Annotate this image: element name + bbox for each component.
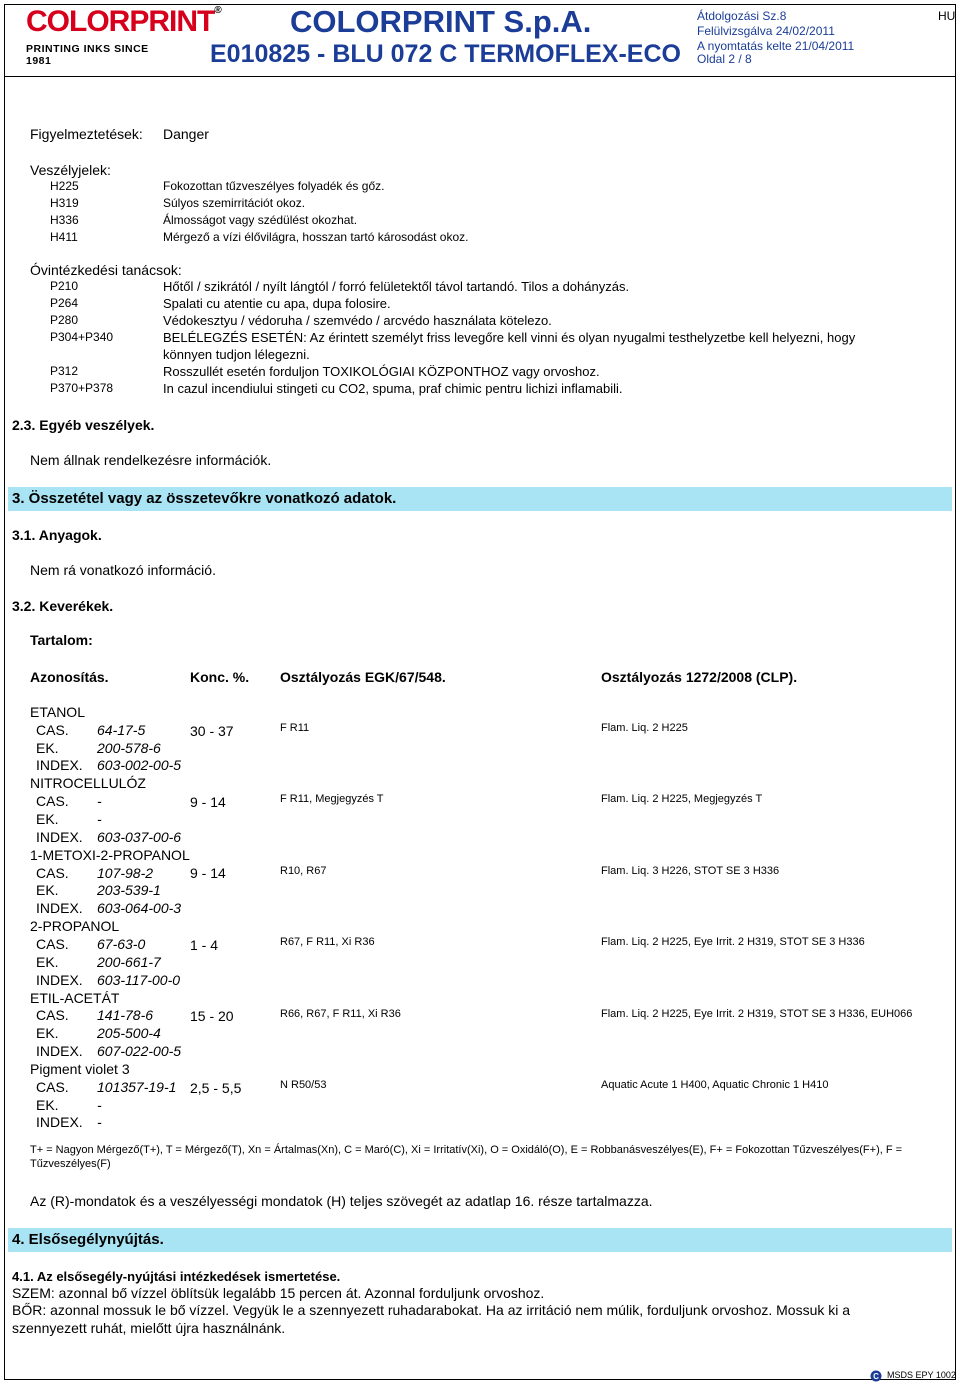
index-label: INDEX. (36, 828, 83, 845)
classification-clp: Flam. Liq. 2 H225, Megjegyzés T (601, 793, 763, 806)
first-aid-eyes: SZEM: azonnal bő vízzel öblítsük legalább 15 percen át. Azonnal forduljunk orvoshoz. (12, 1285, 545, 1301)
index-number: 603-002-00-5 (97, 757, 182, 774)
classification-clp: Flam. Liq. 2 H225 (601, 722, 688, 734)
cas-label: CAS. (36, 864, 69, 881)
cas-number: 141-78-6 (97, 1007, 154, 1024)
concentration: 2,5 - 5,5 (190, 1079, 242, 1096)
classification-eu67: F R11, Megjegyzés T (280, 793, 384, 806)
precaution-label: Óvintézkedési tanácsok: (30, 262, 182, 278)
precaution-code: P370+P378 (50, 381, 114, 395)
cas-label: CAS. (36, 793, 69, 810)
classification-clp: Flam. Liq. 3 H226, STOT SE 3 H336 (601, 864, 780, 877)
hazard-text: Mérgező a vízi élővilágra, hosszan tartó károsodást okoz. (163, 230, 469, 244)
legend-line-1: T+ = Nagyon Mérgező(T+), T = Mérgező(T), Xn = Ártalmas(Xn), C = Maró(C), Xi = Irritatív(Xi), O = Oxidáló(O), E = Robbanásveszélyes(E), F+ = Fokozottan Tűzveszélyes(F+), F = (30, 1144, 903, 1156)
concentration: 30 - 37 (190, 722, 234, 739)
product-title: E010825 - BLU 072 C TERMOFLEX-ECO (210, 40, 681, 68)
precaution-text: Hőtől / szikrától / nyílt lángtól / forró felületektől távol tartandó. Tilos a dohányzás. (163, 279, 630, 294)
footer-logo-icon (870, 1370, 886, 1382)
precaution-text: Spalati cu atentie cu apa, dupa folosire. (163, 296, 391, 311)
substance-name: ETIL-ACETÁT (30, 989, 120, 1006)
concentration: 15 - 20 (190, 1008, 234, 1025)
table-header-conc: Konc. %. (190, 669, 250, 685)
precaution-text: Rosszullét esetén forduljon TOXIKOLÓGIAI KÖZPONTHOZ vagy orvoshoz. (163, 364, 600, 379)
cas-number: 67-63-0 (97, 936, 146, 952)
ek-label: EK. (36, 1096, 59, 1113)
substance-name: Pigment violet 3 (30, 1061, 130, 1077)
section-3-2-title: 3.2. Keverékek. (12, 598, 114, 614)
section-3-1-title: 3.1. Anyagok. (12, 527, 102, 543)
language-code: HU (938, 9, 956, 23)
ek-number: 200-578-6 (97, 739, 161, 756)
first-aid-skin: BŐR: azonnal mossuk le bő vízzel. Vegyük le a szennyezett ruhadarabokat. Ha az irritáció nem múlik, forduljunk orvoshoz. Mossuk ki a (12, 1302, 851, 1318)
index-label: INDEX. (36, 757, 83, 774)
classification-eu67: R66, R67, F R11, Xi R36 (280, 1007, 401, 1020)
section-2-3-text: Nem állnak rendelkezésre információk. (30, 452, 272, 468)
classification-eu67: R67, F R11, Xi R36 (280, 936, 375, 949)
index-number: - (97, 1114, 102, 1131)
hazard-code: H336 (50, 213, 79, 227)
ek-label: EK. (36, 1025, 59, 1042)
hazard-text: Súlyos szemirritációt okoz. (163, 196, 306, 210)
ek-number: 200-661-7 (97, 953, 161, 970)
section-2-3-title: 2.3. Egyéb veszélyek. (12, 417, 155, 433)
concentration: 9 - 14 (190, 865, 226, 882)
company-name: COLORPRINT S.p.A. (290, 4, 592, 39)
table-header-id: Azonosítás. (30, 669, 109, 685)
substance-name: 2-PROPANOL (30, 918, 120, 935)
classification-clp: Flam. Liq. 2 H225, Eye Irrit. 2 H319, STOT SE 3 H336 (601, 936, 865, 949)
ek-number: - (97, 1096, 102, 1113)
legend-line-2: Tűzveszélyes(F) (30, 1158, 111, 1170)
concentration: 9 - 14 (190, 793, 226, 810)
contents-label: Tartalom: (30, 632, 93, 648)
precaution-code: P304+P340 (50, 330, 114, 344)
precaution-text-cont: könnyen tudjon lélegezni. (163, 347, 310, 362)
hazard-code: H319 (50, 196, 79, 210)
cas-number: 107-98-2 (97, 864, 154, 881)
footer-code: MSDS EPY 1002 (887, 1370, 956, 1380)
header-divider (4, 76, 956, 77)
cas-label: CAS. (36, 1078, 69, 1095)
first-aid-skin-cont: szennyezett ruhát, mielőtt újra használnánk. (12, 1320, 286, 1336)
precaution-code: P280 (50, 313, 79, 327)
logo-word: COLORPRINT (26, 5, 215, 38)
precaution-code: P264 (50, 296, 79, 310)
substance-name: NITROCELLULÓZ (30, 775, 146, 792)
classification-eu67: R10, R67 (280, 864, 327, 877)
precaution-text: Védokesztyu / védoruha / szemvédo / arcvédo használata kötelezo. (163, 313, 552, 328)
section-4-title: 4. Elsősegélynyújtás. (12, 1231, 164, 1248)
index-number: 603-037-00-6 (97, 828, 182, 845)
warnings-label: Figyelmeztetések: (30, 126, 143, 142)
ek-label: EK. (36, 811, 59, 827)
substance-name: 1-METOXI-2-PROPANOL (30, 846, 190, 863)
page-number: Oldal 2 / 8 (697, 52, 752, 66)
ek-label: EK. (36, 739, 59, 756)
substance-name: ETANOL (30, 704, 85, 720)
revision-number: Átdolgozási Sz.8 (697, 9, 787, 23)
hazard-code: H411 (50, 230, 78, 244)
cas-number: 101357-19-1 (97, 1078, 177, 1095)
warnings-value: Danger (163, 126, 209, 142)
index-label: INDEX. (36, 1043, 83, 1059)
ek-number: 203-539-1 (97, 882, 161, 899)
precaution-text: In cazul incendiului stingeti cu CO2, spuma, praf chimic pentru lichizi inflamabili. (163, 381, 623, 396)
hazard-text: Fokozottan tűzveszélyes folyadék és gőz. (163, 179, 385, 193)
ek-label: EK. (36, 882, 59, 899)
index-label: INDEX. (36, 900, 83, 917)
logo-tagline: PRINTING INKS SINCE 1981 (26, 43, 149, 67)
svg-text:C: C (873, 1372, 879, 1381)
cas-label: CAS. (36, 936, 69, 952)
colorprint-logo: COLORPRINT® PRINTING INKS SINCE 1981 (26, 5, 221, 67)
precaution-code: P210 (50, 279, 79, 293)
table-header-eu67: Osztályozás EGK/67/548. (280, 669, 446, 685)
ek-label: EK. (36, 953, 59, 970)
print-date: A nyomtatás kelte 21/04/2011 (697, 39, 855, 53)
precaution-code: P312 (50, 364, 79, 378)
table-header-clp: Osztályozás 1272/2008 (CLP). (601, 669, 798, 685)
classification-clp: Aquatic Acute 1 H400, Aquatic Chronic 1 H410 (601, 1079, 829, 1091)
cas-number: 64-17-5 (97, 721, 146, 738)
index-number: 603-064-00-3 (97, 900, 182, 917)
classification-eu67: F R11 (280, 722, 310, 734)
hazard-label: Veszélyjelek: (30, 162, 111, 178)
hazard-text: Álmosságot vagy szédülést okozhat. (163, 213, 358, 227)
page-frame (4, 4, 956, 1380)
index-label: INDEX. (36, 971, 83, 988)
concentration: 1 - 4 (190, 936, 219, 953)
cas-label: CAS. (36, 721, 69, 738)
review-date: Felülvizsgálva 24/02/2011 (697, 24, 835, 38)
index-number: 607-022-00-5 (97, 1043, 182, 1059)
ek-number: - (97, 811, 102, 827)
section-3-title: 3. Összetétel vagy az összetevőkre vonatkozó adatok. (12, 490, 397, 507)
classification-eu67: N R50/53 (280, 1079, 327, 1091)
hazard-code: H225 (50, 179, 79, 193)
classification-clp: Flam. Liq. 2 H225, Eye Irrit. 2 H319, STOT SE 3 H336, EUH066 (601, 1007, 913, 1020)
cas-label: CAS. (36, 1007, 69, 1024)
full-text-note: Az (R)-mondatok és a veszélyességi mondatok (H) teljes szövegét az adatlap 16. része tartalmazza. (30, 1193, 653, 1209)
precaution-text: BELÉLEGZÉS ESETÉN: Az érintett személyt friss levegőre kell vinni és olyan nyugalmi testhelyzetbe kell helyezni, hogy (163, 330, 856, 345)
cas-number: - (97, 793, 102, 810)
index-label: INDEX. (36, 1114, 83, 1131)
ek-number: 205-500-4 (97, 1025, 161, 1042)
section-3-1-text: Nem rá vonatkozó információ. (30, 562, 216, 578)
index-number: 603-117-00-0 (97, 971, 181, 988)
section-4-1-title: 4.1. Az elsősegély-nyújtási intézkedések ismertetése. (12, 1269, 341, 1284)
